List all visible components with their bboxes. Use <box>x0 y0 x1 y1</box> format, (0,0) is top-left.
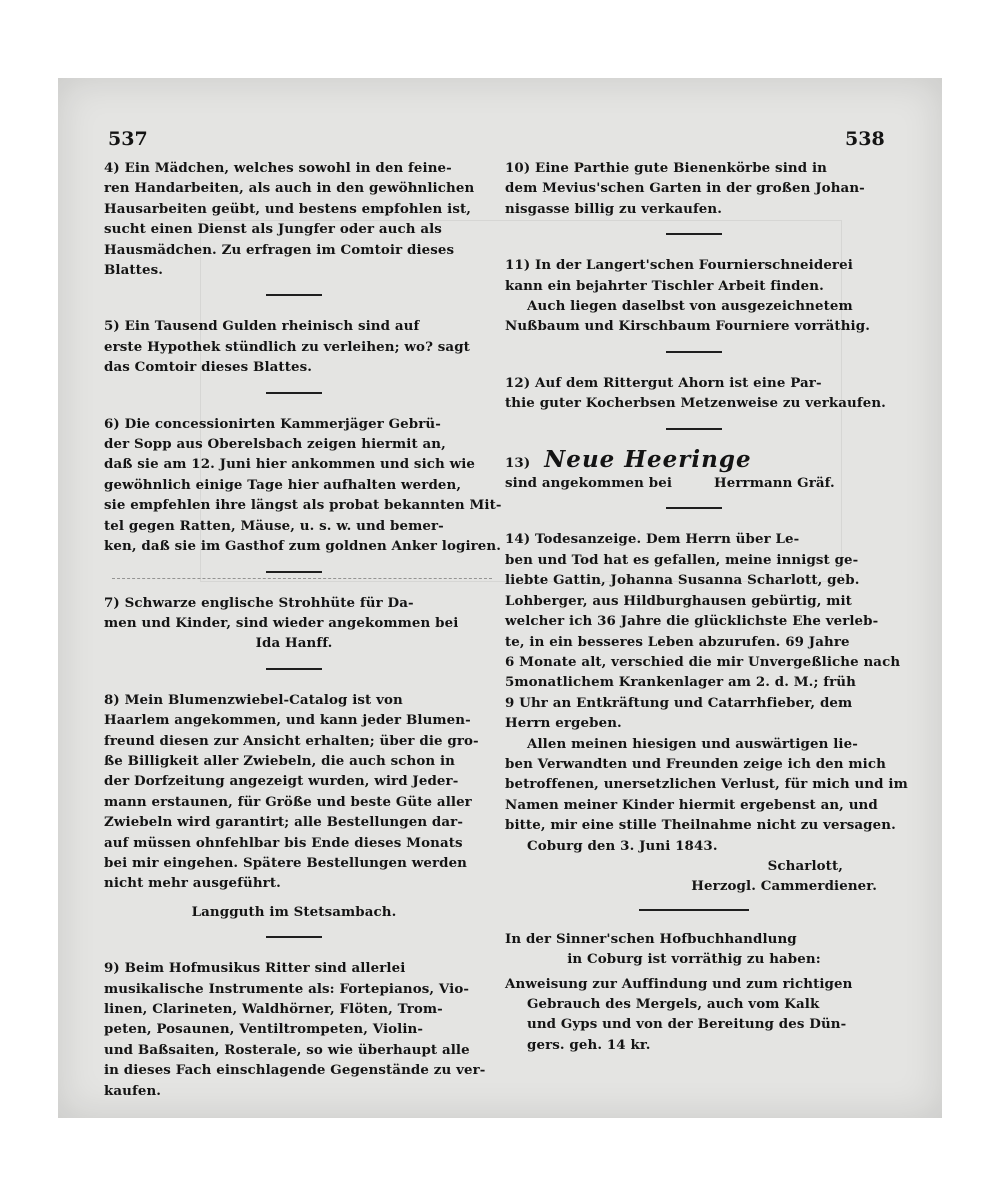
ad-6-line: der Sopp aus Oberelsbach zeigen hiermit an, <box>104 436 446 453</box>
ad-14-line: 5monatlichem Krankenlager am 2. d. M.; früh <box>505 674 856 691</box>
ad-5-line: 5) Ein Tausend Gulden rheinisch sind auf <box>104 318 420 335</box>
separator-rule <box>266 936 322 938</box>
ad-8-line: ße Billigkeit aller Zwiebeln, die auch schon in <box>104 752 456 769</box>
ad-14-signature-name: Scharlott, <box>767 857 843 874</box>
ad-14-line: welcher ich 36 Jahre die glücklichste Ehe verleb- <box>505 613 879 630</box>
ad-6 <box>104 414 502 557</box>
ad-4 <box>104 158 484 280</box>
book-text-line: gers. geh. 14 kr. <box>527 1036 651 1053</box>
ad-14-line: ben Verwandten und Freunden zeige ich den mich <box>505 755 886 772</box>
ad-14 <box>505 529 908 896</box>
separator-rule <box>666 507 722 509</box>
book-text-line: Gebrauch des Mergels, auch vom Kalk <box>527 996 820 1012</box>
ad-5-line: das Comtoir dieses Blattes. <box>104 359 313 376</box>
ad-9-line: kaufen. <box>104 1082 162 1099</box>
ad-9-line: peten, Posaunen, Ventiltrompeten, Violin- <box>104 1021 424 1038</box>
ad-14-signature-title: Herzogl. Cammerdiener. <box>691 878 877 895</box>
ad-6-line: daß sie am 12. Juni hier ankommen und sich wie <box>104 456 476 473</box>
ad-4-line: 4) Ein Mädchen, welches sowohl in den feine- <box>104 160 452 176</box>
ad-6-line: gewöhnlich einige Tage hier aufhalten werden, <box>104 476 462 493</box>
ad-9-line: musikalische Instrumente als: Fortepianos, Vio- <box>104 980 470 997</box>
ad-14-line: Namen meiner Kinder hiermit ergebenst an, und <box>505 796 878 813</box>
ad-8-line: nicht mehr ausgeführt. <box>104 875 281 892</box>
ad-8-line: der Dorfzeitung angezeigt wurden, wird Jeder- <box>104 773 459 790</box>
ad-11-line: 11) In der Langert'schen Fournierschneiderei <box>505 257 853 274</box>
paper-fold-line <box>112 578 492 580</box>
separator-rule <box>266 571 322 573</box>
separator-rule <box>266 668 322 670</box>
ad-12-line: thie guter Kocherbsen Metzenweise zu verkaufen. <box>505 395 886 412</box>
ad-14-line: 14) Todesanzeige. Dem Herrn über Le- <box>505 531 800 548</box>
ad-11-line: kann ein bejahrter Tischler Arbeit finden. <box>505 277 824 294</box>
separator-rule <box>666 233 722 235</box>
ad-9-line: in dieses Fach einschlagende Gegenstände zu ver- <box>104 1062 486 1079</box>
ad-4-line: sucht einen Dienst als Jungfer oder auch als <box>104 221 442 238</box>
ad-12 <box>505 373 886 414</box>
ad-14-line: Herrn ergeben. <box>505 715 622 732</box>
ad-8-line: auf müssen ohnfehlbar bis Ende dieses Monats <box>104 834 463 851</box>
ad-13-body <box>505 473 883 493</box>
book-text-line: und Gyps und von der Bereitung des Dün- <box>527 1016 847 1033</box>
book-text-line: Anweisung zur Auffindung und zum richtigen <box>505 975 853 992</box>
ad-11-line: Auch liegen daselbst von ausgezeichnetem <box>527 298 853 315</box>
ad-13 <box>505 445 883 494</box>
separator-rule <box>666 428 722 430</box>
ad-8-line: freund diesen zur Ansicht erhalten; über die gro- <box>104 732 479 749</box>
page-number-left: 537 <box>108 128 148 150</box>
ad-8-line: mann erstaunen, für Größe und beste Güte aller <box>104 793 472 810</box>
ad-14-line: 9 Uhr an Entkräftung und Catarrhfieber, dem <box>505 694 853 711</box>
ad-6-line: tel gegen Ratten, Mäuse, u. s. w. und bemer- <box>104 517 444 534</box>
ad-14-line: liebte Gattin, Johanna Susanna Scharlott, geb. <box>505 572 860 589</box>
ad-14-line: Allen meinen hiesigen und auswärtigen lie- <box>527 735 858 752</box>
ad-13-signature: Herrmann Gräf. <box>714 475 835 492</box>
ad-4-line: Hausmädchen. Zu erfragen im Comtoir dieses <box>104 241 455 258</box>
ad-13-title: Neue Heeringe <box>544 445 752 473</box>
ad-8-line: Haarlem angekommen, und kann jeder Blumen- <box>104 712 471 729</box>
book-heading-line: in Coburg ist vorräthig zu haben: <box>567 951 821 968</box>
ad-9-line: 9) Beim Hofmusikus Ritter sind allerlei <box>104 960 406 977</box>
ad-8-line: bei mir eingehen. Spätere Bestellungen werden <box>104 854 468 871</box>
ad-10 <box>505 158 883 219</box>
ad-4-line: Hausarbeiten geübt, und bestens empfohlen ist, <box>104 200 472 217</box>
ad-13-number: 13) <box>505 454 531 471</box>
ad-9 <box>104 958 484 1101</box>
ad-14-line: ben und Tod hat es gefallen, meine innigst ge- <box>505 551 859 568</box>
ad-5 <box>104 316 484 377</box>
ad-6-line: 6) Die concessionirten Kammerjäger Gebrü- <box>104 415 441 432</box>
ad-7-signature: Ida Hanff. <box>255 635 333 652</box>
ad-14-line: te, in ein besseres Leben abzurufen. 69 Jahre <box>505 633 850 650</box>
book-heading-line: In der Sinner'schen Hofbuchhandlung <box>505 930 797 947</box>
ad-13-line: sind angekommen bei <box>505 475 673 492</box>
page-number-right: 538 <box>845 128 885 150</box>
separator-rule <box>666 351 722 353</box>
left-column <box>104 158 502 1101</box>
ad-9-line: und Baßsaiten, Rosterale, so wie überhaupt alle <box>104 1041 470 1058</box>
ad-10-line: 10) Eine Parthie gute Bienenkörbe sind in <box>505 160 827 176</box>
ad-14-line: betroffenen, unersetzlichen Verlust, für mich und im <box>505 776 908 793</box>
ad-7 <box>104 593 484 654</box>
ad-14-line: Lohberger, aus Hildburghausen gebürtig, mit <box>505 592 852 609</box>
ad-14-line: 6 Monate alt, verschied die mir Unvergeßliche nach <box>505 653 901 670</box>
ad-8-line: Zwiebeln wird garantirt; alle Bestellungen dar- <box>104 814 463 831</box>
ad-11 <box>505 255 883 337</box>
ad-12-line: 12) Auf dem Rittergut Ahorn ist eine Par- <box>505 374 822 391</box>
ad-6-line: sie empfehlen ihre längst als probat bekannten Mit- <box>104 497 502 514</box>
ad-10-line: nisgasse billig zu verkaufen. <box>505 200 723 217</box>
ad-9-line: linen, Clarineten, Waldhörner, Flöten, Trom- <box>104 1001 443 1017</box>
ad-8 <box>104 690 484 922</box>
ad-7-line: men und Kinder, sind wieder angekommen bei <box>104 614 459 631</box>
ad-4-line: Blattes. <box>104 262 163 279</box>
ad-13-heading <box>505 445 883 473</box>
right-column <box>505 158 908 1055</box>
ad-6-line: ken, daß sie im Gasthof zum goldnen Anker logiren. <box>104 538 502 555</box>
ad-8-line: 8) Mein Blumenzwiebel-Catalog ist von <box>104 691 403 708</box>
separator-rule <box>266 392 322 394</box>
book-notice <box>505 929 883 1055</box>
ad-4-line: ren Handarbeiten, als auch in den gewöhnlichen <box>104 180 475 197</box>
ad-10-line: dem Mevius'schen Garten in der großen Johan- <box>505 180 865 197</box>
ad-7-line: 7) Schwarze englische Strohhüte für Da- <box>104 594 414 611</box>
ad-5-line: erste Hypothek stündlich zu verleihen; wo? sagt <box>104 338 470 355</box>
separator-rule <box>639 909 749 911</box>
separator-rule <box>266 294 322 296</box>
ad-14-place-date: Coburg den 3. Juni 1843. <box>527 837 718 854</box>
ad-8-signature: Langguth im Stetsambach. <box>191 903 397 920</box>
ad-11-line: Nußbaum und Kirschbaum Fourniere vorräthig. <box>505 318 870 335</box>
ad-14-line: bitte, mir eine stille Theilnahme nicht zu versagen. <box>505 817 896 834</box>
